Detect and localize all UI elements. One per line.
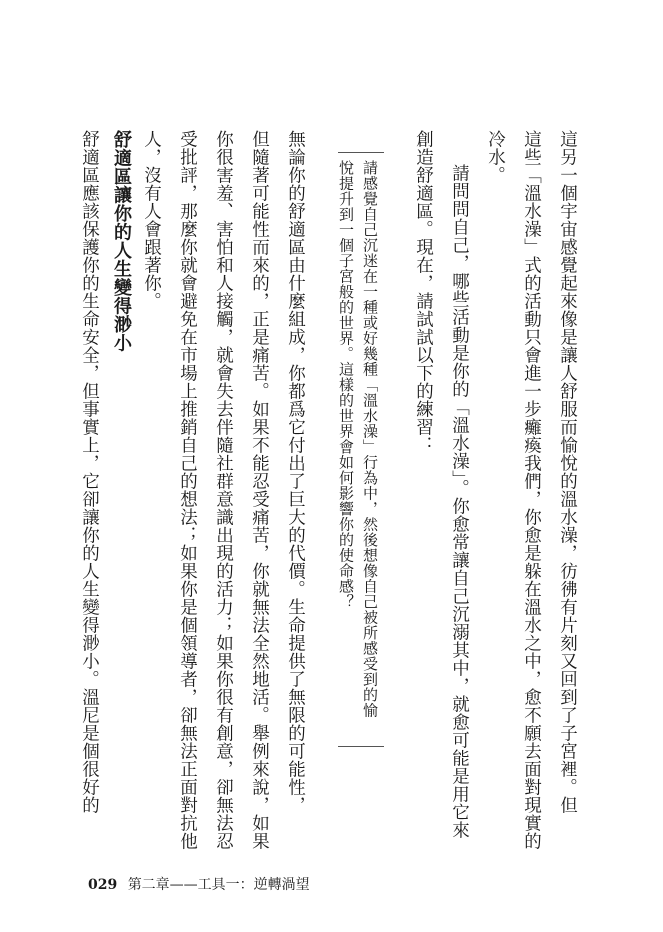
paragraph-4-line-1: 舒適區應該保護你的生命安全，但事實上，它卻讓你的人生變得渺小。溫尼是個很好的 xyxy=(79,130,100,814)
page-footer xyxy=(88,874,310,894)
paragraph-3-line-3: 你很害羞、害怕和人接觸，就會失去伴隨社群意識出現的活力；如果你很有創意，卻無法忍 xyxy=(213,130,234,850)
paragraph-3-line-4: 受批評，那麼你就會避免在市場上推銷自己的想法；如果你是個領導者，卻無法正面對抗他 xyxy=(177,130,198,850)
exercise-line-1: 請感覺自己沉迷在一種或好幾種「溫水澡」行為中，然後想像自己被所感受到的愉 xyxy=(361,160,379,718)
paragraph-1-line-3: 冷水。 xyxy=(485,130,506,184)
paragraph-3-line-5: 人，沒有人會跟著你。 xyxy=(141,130,162,310)
exercise-box-top-rule xyxy=(338,152,384,153)
running-head: 第二章——工具一：逆轉渦望 xyxy=(127,877,310,893)
paragraph-3-line-2: 但隨著可能性而來的，正是痛苦。如果不能忍受痛苦，你就無法全然地活。舉例來說，如果 xyxy=(249,130,270,850)
paragraph-3-line-1: 無論你的舒適區由什麼組成，你都爲它付出了巨大的代價。生命提供了無限的可能性， xyxy=(285,130,306,814)
paragraph-1-line-2: 這些「溫水澡」式的活動只會進一步癱瘓我們，你愈是躲在溫水之中，愈不願去面對現實的 xyxy=(521,130,542,850)
paragraph-1-line-1: 這另一個宇宙感覺起來像是讓人舒服而愉悅的溫水澡，彷彿有片刻又回到了子宮裡。但 xyxy=(557,130,578,814)
paragraph-2-line-1: 請問問自己，哪些活動是你的「溫水澡」。你愈常讓自己沉溺其中，就愈可能是用它來 xyxy=(449,164,470,840)
paragraph-2-line-2: 創造舒適區。現在，請試試以下的練習： xyxy=(413,130,434,454)
page-number: 029 xyxy=(88,877,118,893)
section-heading: 舒適區讓你的人生變得渺小 xyxy=(111,130,132,352)
exercise-line-2: 悅提升到一個子宮般的世界。這樣的世界會如何影響你的使命感？ xyxy=(337,160,355,610)
exercise-box-bottom-rule xyxy=(338,746,384,747)
